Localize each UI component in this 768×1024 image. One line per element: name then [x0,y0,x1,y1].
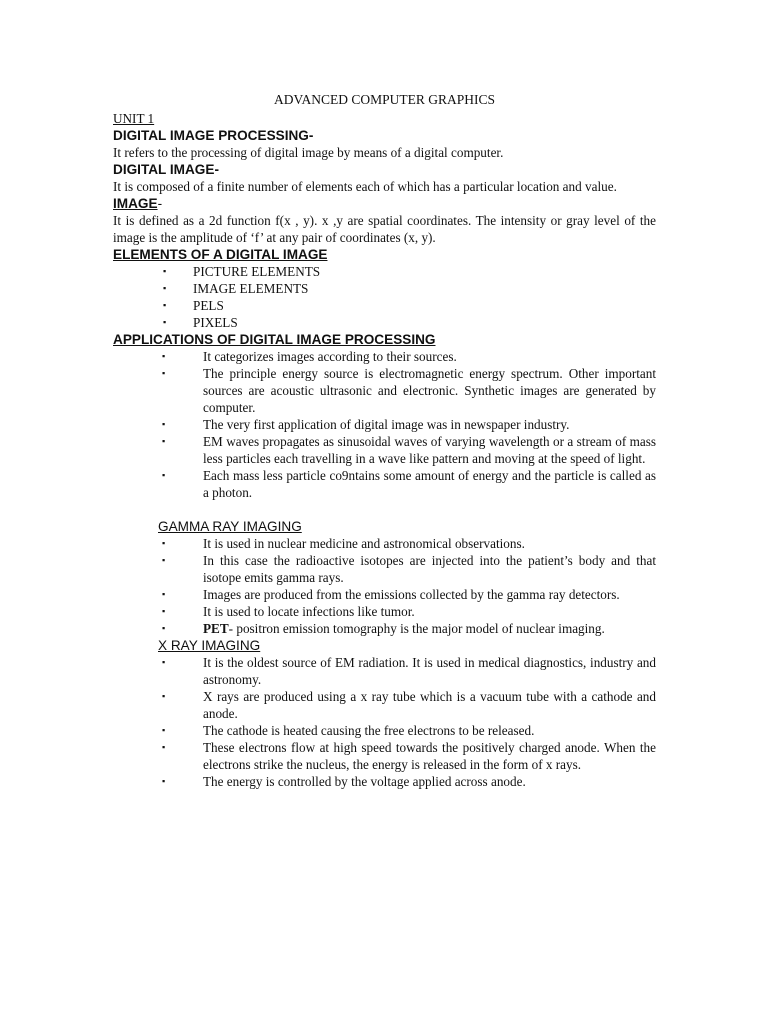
section-heading-applications: APPLICATIONS OF DIGITAL IMAGE PROCESSING [113,332,436,347]
list-item [158,365,656,416]
bullet-icon: ▪ [162,589,166,599]
document-title: ADVANCED COMPUTER GRAPHICS [273,92,496,107]
section-heading-xray: X RAY IMAGING [158,638,261,653]
unit-label: UNIT 1 [113,111,155,126]
list-item [158,467,656,501]
list-item-text: X rays are produced using a x ray tube which is a vacuum tube with a cathode and anode. [203,689,656,721]
gamma-list [158,535,656,637]
list-item [113,297,656,314]
bullet-icon: ▪ [162,742,166,752]
bullet-icon: ▪ [162,606,166,616]
elements-list [113,263,656,331]
list-item-text: Images are produced from the emissions collected by the gamma ray detectors. [203,587,620,602]
list-item-text: These electrons flow at high speed towards the positively charged anode. When the electrons strike the nucleus, the energy is released in the form of x rays. [203,740,656,772]
section-heading-dip: DIGITAL IMAGE PROCESSING- [113,128,314,143]
applications-list [158,348,656,790]
list-item [158,416,656,433]
list-item-text: Each mass less particle co9ntains some amount of energy and the particle is called as a photon. [203,468,656,500]
list-item [158,654,656,688]
list-item [158,348,656,365]
paragraph-dip: It refers to the processing of digital image by means of a digital computer. [113,145,504,160]
xray-list [158,654,656,790]
list-item [113,263,656,280]
bullet-icon: ▪ [163,283,167,293]
image-heading-word: IMAGE [113,196,158,211]
bullet-icon: ▪ [162,436,166,446]
list-item-text: It is the oldest source of EM radiation. It is used in medical diagnostics, industry and astronomy. [203,655,656,687]
list-item [158,586,656,603]
section-heading-gamma: GAMMA RAY IMAGING [158,519,302,534]
list-item-text: The principle energy source is electromagnetic energy spectrum. Other important sources are acoustic ultrasonic and electronic. Synthetic images are generated by computer. [203,366,656,415]
bullet-icon: ▪ [162,555,166,565]
list-item-text: EM waves propagates as sinusoidal waves of varying wavelength or a stream of mass less particles each travelling in a wave like pattern and moving at the speed of light. [203,434,656,466]
list-item [158,552,656,586]
list-item [158,722,656,739]
bullet-icon: ▪ [162,657,166,667]
list-item [158,688,656,722]
list-item [158,433,656,467]
bullet-icon: ▪ [162,691,166,701]
bullet-icon: ▪ [163,317,167,327]
list-item-text: PIXELS [193,315,238,330]
pet-term: PET [203,621,229,636]
document-page [113,91,656,790]
list-item-text: The energy is controlled by the voltage applied across anode. [203,774,526,789]
list-item-text: IMAGE ELEMENTS [193,281,309,296]
list-item [158,620,656,637]
list-item-text: In this case the radioactive isotopes are injected into the patient’s body and that isotope emits gamma rays. [203,553,656,585]
image-heading-suffix: - [157,196,163,211]
paragraph-image: It is defined as a 2d function f(x , y). x ,y are spatial coordinates. The intensity or gray level of the image is the amplitude of ‘f’ at any pair of coordinates (x, y). [113,213,656,245]
list-item [158,773,656,790]
list-item [158,739,656,773]
list-item [113,280,656,297]
paragraph-digital-image: It is composed of a finite number of elements each of which has a particular location and value. [113,179,617,194]
list-item-text: It is used in nuclear medicine and astronomical observations. [203,536,525,551]
bullet-icon: ▪ [162,623,166,633]
list-item [158,603,656,620]
bullet-icon: ▪ [162,538,166,548]
list-item-text: PICTURE ELEMENTS [193,264,321,279]
list-item [113,314,656,331]
list-item-text: It categorizes images according to their sources. [203,349,457,364]
bullet-icon: ▪ [162,470,166,480]
bullet-icon: ▪ [162,725,166,735]
list-item-text: The cathode is heated causing the free electrons to be released. [203,723,535,738]
list-item-text: It is used to locate infections like tumor. [203,604,415,619]
list-item-text: PELS [193,298,224,313]
bullet-icon: ▪ [162,419,166,429]
bullet-icon: ▪ [162,368,166,378]
list-item [158,535,656,552]
bullet-icon: ▪ [163,266,167,276]
list-item-text: The very first application of digital image was in newspaper industry. [203,417,570,432]
bullet-icon: ▪ [162,776,166,786]
section-heading-elements: ELEMENTS OF A DIGITAL IMAGE [113,247,328,262]
section-heading-digital-image: DIGITAL IMAGE- [113,162,219,177]
bullet-icon: ▪ [162,351,166,361]
bullet-icon: ▪ [163,300,167,310]
section-heading-image [113,195,656,212]
list-item-text: - positron emission tomography is the major model of nuclear imaging. [228,621,605,636]
